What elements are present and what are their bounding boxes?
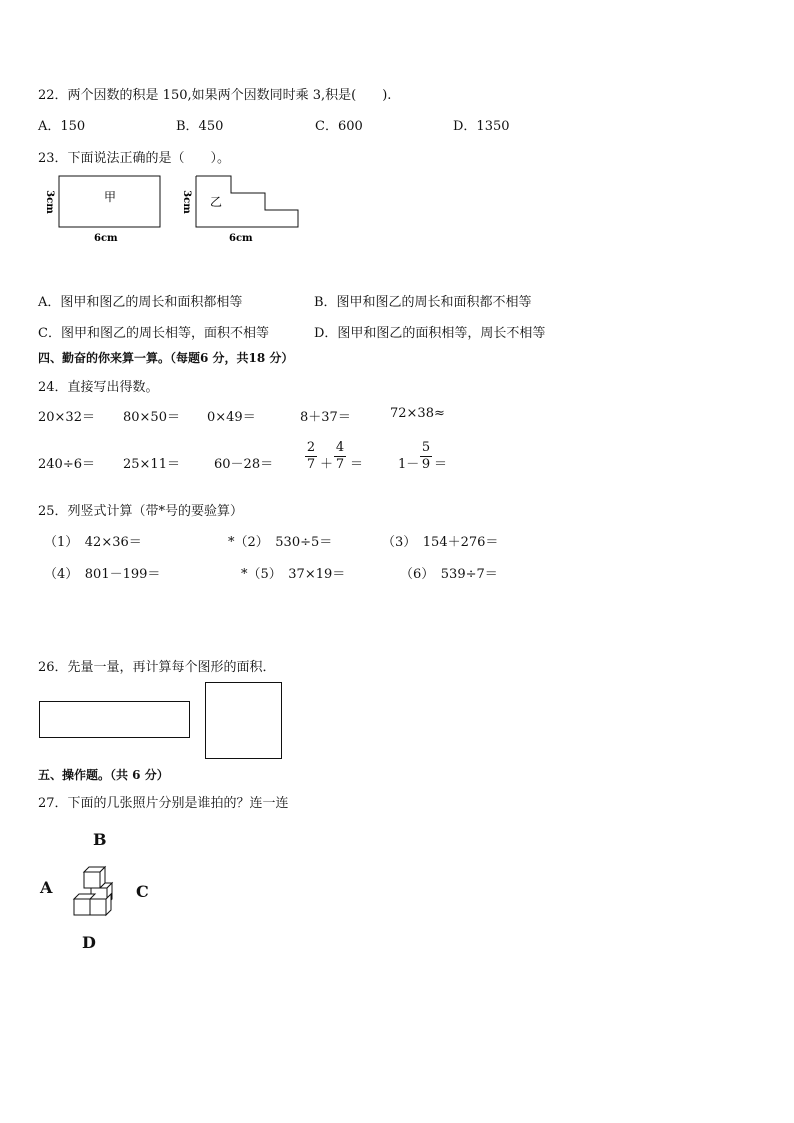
q23-option-c: C．图甲和图乙的周长相等，面积不相等 — [38, 326, 269, 341]
figure-jia-width-label: 6cm — [94, 233, 118, 244]
q24-fraction-5-9: 5 9 — [421, 440, 431, 472]
q22-option-b: B．450 — [176, 119, 224, 134]
q24-item: 8＋37＝ — [300, 410, 351, 425]
section4-title: 四、勤奋的你来算一算。（每题6 分，共18 分） — [38, 351, 294, 365]
q26-square-figure — [205, 682, 282, 759]
q25-item-4: （4） 801－199＝ — [44, 567, 161, 582]
q24-item: 20×32＝ — [38, 410, 95, 425]
q23-stem: 23．下面说法正确的是（ ）。 — [38, 151, 231, 166]
q25-item-6: （6） 539÷7＝ — [400, 567, 498, 582]
q27-label-a: A — [40, 878, 53, 897]
figure-yi-height-label: 3cm — [181, 190, 192, 214]
q26-stem: 26．先量一量，再计算每个图形的面积． — [38, 660, 276, 675]
q25-item-3: （3） 154＋276＝ — [382, 535, 499, 550]
q24-fraction-2-7: 2 7 — [306, 440, 316, 472]
q23-option-d: D．图甲和图乙的面积相等，周长不相等 — [314, 326, 546, 341]
q24-stem: 24．直接写出得数。 — [38, 380, 159, 395]
q24-plus-sign: ＋ — [320, 457, 334, 472]
q22-option-d: D．1350 — [453, 119, 510, 134]
q24-equals-sign: ＝ — [434, 457, 448, 472]
q24-item: 60－28＝ — [214, 457, 274, 472]
q27-label-c: C — [136, 882, 149, 901]
q24-item: 0×49＝ — [207, 410, 256, 425]
figure-yi-width-label: 6cm — [229, 233, 253, 244]
q27-label-d: D — [82, 933, 96, 952]
q25-item-5: *（5） 37×19＝ — [241, 567, 346, 582]
q24-equals-sign: ＝ — [350, 457, 364, 472]
q25-item-2: *（2） 530÷5＝ — [228, 535, 333, 550]
q24-item: 80×50＝ — [123, 410, 180, 425]
q22-option-a: A．150 — [38, 119, 86, 134]
q27-stem: 27．下面的几张照片分别是谁拍的？连一连 — [38, 796, 289, 811]
q25-item-1: （1） 42×36＝ — [44, 535, 142, 550]
q24-one-minus: 1－ — [398, 457, 420, 472]
section5-title: 五、操作题。（共 6 分） — [38, 768, 169, 782]
figure-jia-height-label: 3cm — [44, 190, 55, 214]
figure-jia-label: 甲 — [104, 190, 117, 204]
q25-stem: 25．列竖式计算（带*号的要验算） — [38, 504, 244, 519]
q23-figures — [30, 168, 320, 248]
q22-stem: 22．两个因数的积是 150,如果两个因数同时乘 3,积是( ). — [38, 88, 392, 103]
q24-item: 25×11＝ — [123, 457, 180, 472]
q22-option-c: C．600 — [315, 119, 363, 134]
q24-fraction-4-7: 4 7 — [335, 440, 345, 472]
q26-rectangle-figure — [39, 701, 190, 738]
q24-item: 72×38≈ — [390, 406, 445, 421]
q23-option-a: A．图甲和图乙的周长和面积都相等 — [38, 295, 243, 310]
q27-cube-stack — [70, 864, 126, 920]
q24-item: 240÷6＝ — [38, 457, 95, 472]
figure-yi-label: 乙 — [210, 195, 223, 209]
q27-label-b: B — [93, 830, 107, 849]
q23-option-b: B．图甲和图乙的周长和面积都不相等 — [314, 295, 532, 310]
